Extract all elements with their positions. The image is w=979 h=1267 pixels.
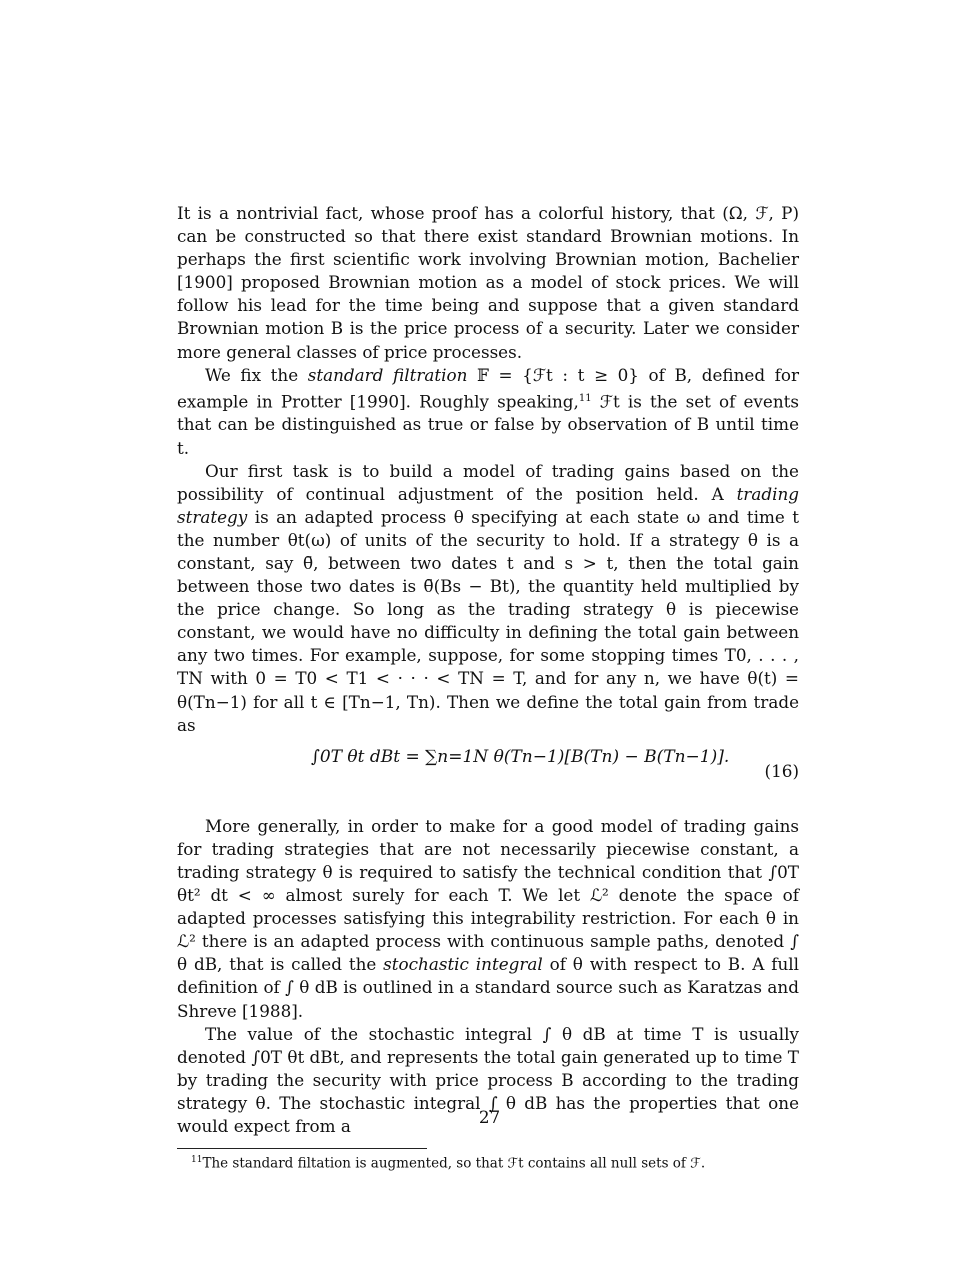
paragraph-5: The value of the stochastic integral ∫ θ dB at time T is usually denoted ∫0T θt dBt, and represents the total gain generated up to time T by trading the security with price process B according to the trading strategy θ. The stochastic integral ∫ θ dB has the properties that one would expect from a	[177, 1023, 799, 1136]
page-body	[177, 202, 799, 1173]
term-trading-strategy: trading strategy	[177, 483, 799, 527]
page-number: 27	[478, 1107, 501, 1127]
footnote-marker[interactable]: 11	[578, 392, 592, 404]
equation-body: ∫0T θt dBt = ∑n=1N θ(Tn−1)[B(Tn) − B(Tn−1)].	[311, 746, 730, 767]
paragraph-1: It is a nontrivial fact, whose proof has a colorful history, that (Ω, ℱ, P) can be constructed so that there exist standard Brownian motions. In perhaps the first scientific work involving Brownian motion, Bachelier [1900] proposed Brownian motion as a model of stock prices. We will follow his lead for the time being and suppose that a given standard Brownian motion B is the price process of a security. Later we consider more general classes of price processes.	[177, 203, 799, 362]
equation-16	[177, 739, 799, 811]
footnote-11	[191, 1151, 799, 1173]
paragraph-3: Our first task is to build a model of trading gains based on the possibility of continual adjustment of the position held. A trading strategy is an adapted process θ specifying at each state ω and time t the number θt(ω) of units of the security to hold. If a strategy θ is a constant, say θ̄, between two dates t and s > t, then the total gain between those two dates is θ̄(Bs − Bt), the quantity held multiplied by the price change. So long as the trading strategy θ is piecewise constant, we would have no difficulty in defining the total gain between any two times. For example, suppose, for some stopping times T0, . . . , TN with 0 = T0 < T1 < · · · < TN = T, and for any n, we have θ(t) = θ(Tn−1) for all t ∈ [Tn−1, Tn). Then we define the total gain from trade as	[177, 460, 799, 735]
paragraph-2: We fix the standard filtration 𝔽 = {ℱt : t ≥ 0} of B, defined for example in Protter [1990]. Roughly speaking,$^{11}$ ℱt is the set of events that can be distinguished as true or false by observation of B until time t.	[177, 364, 800, 458]
term-stochastic-integral: stochastic integral	[383, 954, 543, 975]
paragraph-4: More generally, in order to make for a good model of trading gains for trading strategies that are not necessarily piecewise constant, a trading strategy θ is required to satisfy the technical condition that ∫0T θt² dt < ∞ almost surely for each T. We let ℒ² denote the space of adapted processes satisfying this integrability restriction. For each θ in ℒ² there is an adapted process with continuous sample paths, denoted ∫ θ dB, that is called the stochastic integral of θ with respect to B. A full definition of ∫ θ dB is outlined in a standard source such as Karatzas and Shreve [1988].	[177, 815, 799, 1021]
footnote-number: 11	[191, 1155, 203, 1166]
equation-number: (16)	[764, 760, 799, 781]
term-standard-filtration: standard filtration	[307, 364, 468, 385]
footnote-text: The standard filtation is augmented, so that ℱt contains all null sets of ℱ.	[202, 1155, 706, 1172]
footnote-rule	[177, 1148, 427, 1149]
